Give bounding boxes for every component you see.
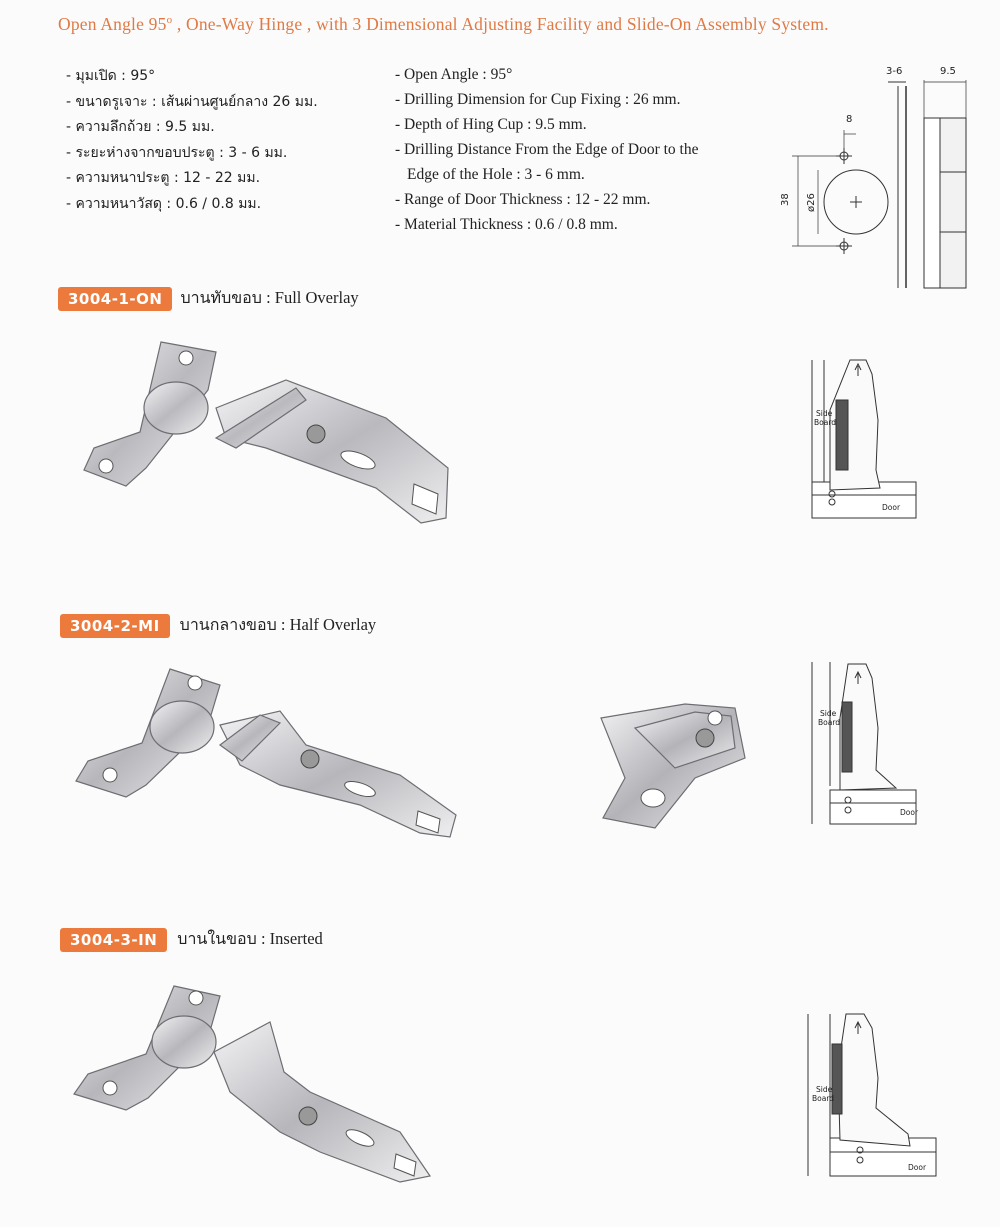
product-header-half-overlay [60,613,376,638]
dim-8-label: 8 [846,114,853,125]
product-english-name: Inserted [269,929,323,948]
hinge-image-half-overlay [70,665,470,845]
product-separator: : [276,615,290,634]
page-title [58,14,829,35]
en-spec-item: - Range of Door Thickness : 12 - 22 mm. [395,191,651,208]
product-english-name: Full Overlay [274,288,359,307]
product-label [180,613,377,638]
thai-spec-item: - ความหนาวัสดุ : 0.6 / 0.8 มม. [66,195,262,212]
product-header-full-overlay [58,286,359,311]
thai-spec-item: - ระยะห่างจากขอบประตู : 3 - 6 มม. [66,144,288,161]
side-board-label: Side [816,1085,833,1094]
thai-spec-item: - ความลึกถ้วย : 9.5 มม. [66,119,215,135]
dim-3-6-label: 3-6 [886,66,903,77]
product-code-badge: 3004-2-MI [60,614,170,638]
en-spec-item: - Material Thickness : 0.6 / 0.8 mm. [395,216,618,233]
title-main: Open Angle 95 [58,14,167,34]
side-board-label: Side [816,409,833,418]
hinge-image-full-overlay [76,338,466,538]
product-thai-name: บานกลางขอบ [179,615,277,634]
en-spec-item: - Drilling Distance From the Edge of Door to the [395,141,699,158]
title-degree: o [166,14,173,27]
english-spec-list [395,62,698,237]
en-spec-item: - Depth of Hing Cup : 9.5 mm. [395,116,587,133]
product-code-badge: 3004-3-IN [60,928,167,952]
product-code-badge: 3004-1-ON [58,287,172,311]
side-board-label: Side [820,709,837,718]
product-english-name: Half Overlay [289,615,377,634]
thai-spec-list [66,64,318,217]
door-label: Door [908,1163,927,1172]
dim-38-label: 38 [780,193,791,206]
en-spec-item: - Open Angle : 95° [395,66,513,83]
dim-26-label: ø26 [806,193,817,212]
product-label [180,286,358,311]
product-thai-name: บานทับขอบ [180,288,262,307]
product-header-inserted [60,927,323,952]
side-board-label: Board [814,418,837,427]
dim-9-5-label: 9.5 [940,66,956,77]
side-board-label: Board [818,718,841,727]
thai-spec-item: - ความหนาประตู : 12 - 22 มม. [66,170,261,186]
product-separator: : [256,929,270,948]
product-label [177,927,323,952]
drilling-dimension-drawing [770,60,980,290]
thai-spec-item: - ขนาดรูเจาะ : เส้นผ่านศูนย์กลาง 26 มม. [66,93,318,110]
product-separator: : [261,288,275,307]
hinge-image-inserted [70,982,450,1182]
mount-diagram-full-overlay [800,350,920,530]
en-spec-item: Edge of the Hole : 3 - 6 mm. [407,166,585,183]
mounting-plate-image [595,698,755,838]
thai-spec-item: - มุมเปิด : 95° [66,68,156,84]
title-rest: , One-Way Hinge , with 3 Dimensional Adjusting Facility and Slide-On Assembly System. [172,14,829,34]
door-label: Door [882,503,901,512]
en-spec-item: - Drilling Dimension for Cup Fixing : 26 mm. [395,91,681,108]
door-label: Door [900,808,919,817]
product-thai-name: บานในขอบ [177,929,257,948]
side-board-label: Board [812,1094,835,1103]
mount-diagram-inserted [800,1008,940,1178]
mount-diagram-half-overlay [800,658,920,828]
